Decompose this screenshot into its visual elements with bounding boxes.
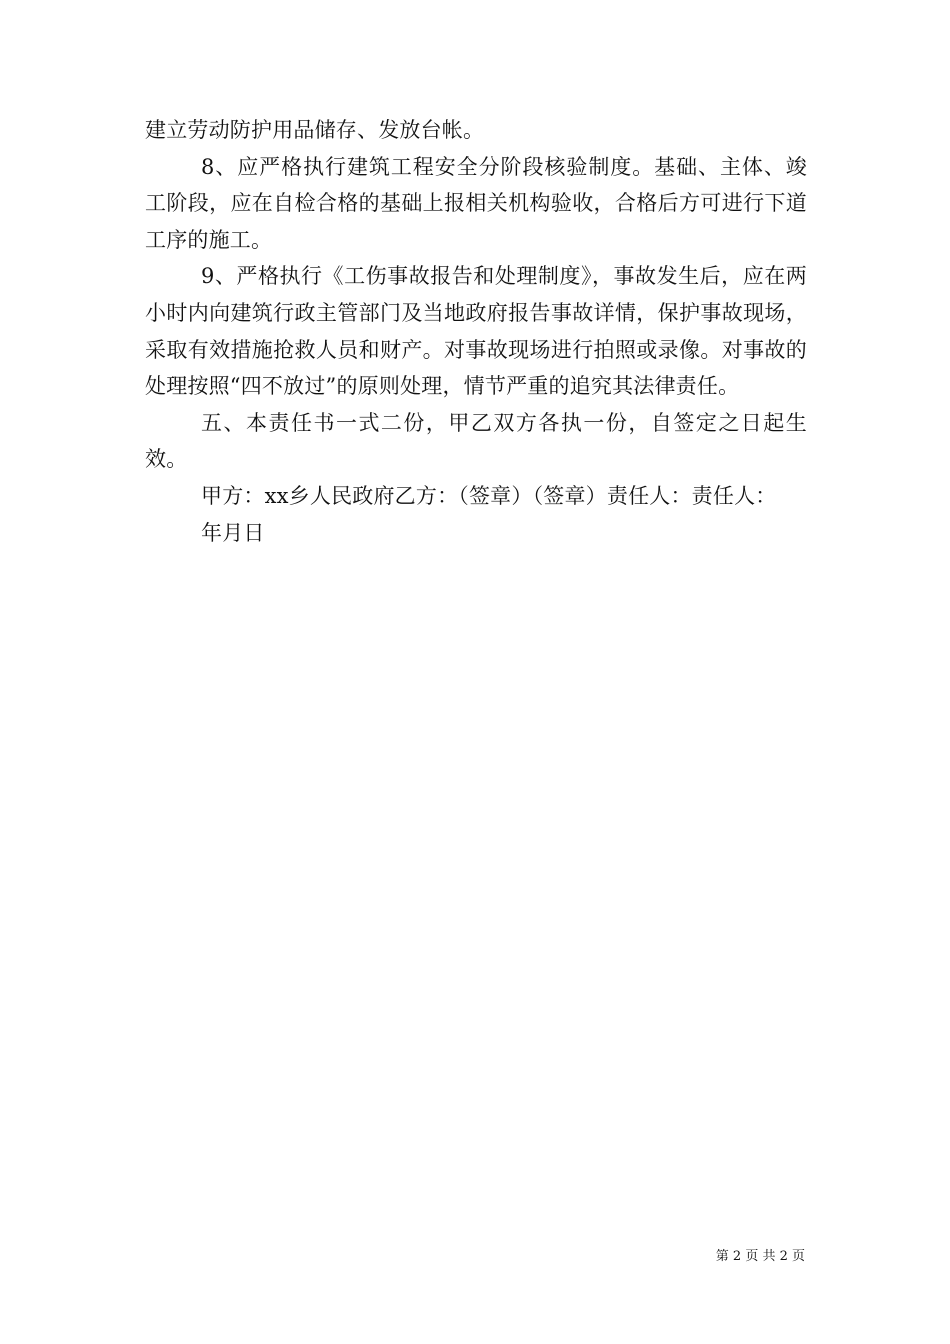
paragraph-date: 年月日 <box>201 520 265 545</box>
paragraph-section-5: 五、本责任书一式二份，甲乙双方各执一份，自签定之日起生效。 <box>145 410 807 472</box>
paragraph-signatures: 甲方：xx乡人民政府乙方：（签章）（签章）责任人：责任人： <box>201 483 777 508</box>
document-page <box>145 112 807 551</box>
paragraph-item-9: 9、严格执行《工伤事故报告和处理制度》，事故发生后，应在两小时内向建筑行政主管部门及当地政府报告事故详情，保护事故现场，采取有效措施抢救人员和财产。对事故现场进行拍照或录像。对事故的处理按照“四不放过”的原则处理，情节严重的追究其法律责任。 <box>145 264 807 399</box>
paragraph-item-8: 8、应严格执行建筑工程安全分阶段核验制度。基础、主体、竣工阶段，应在自检合格的基础上报相关机构验收，合格后方可进行下道工序的施工。 <box>145 154 807 252</box>
paragraph-ppe-ledger: 建立劳动防护用品储存、发放台帐。 <box>145 118 485 142</box>
page-number-footer: 第 2 页 共 2 页 <box>715 1249 805 1264</box>
